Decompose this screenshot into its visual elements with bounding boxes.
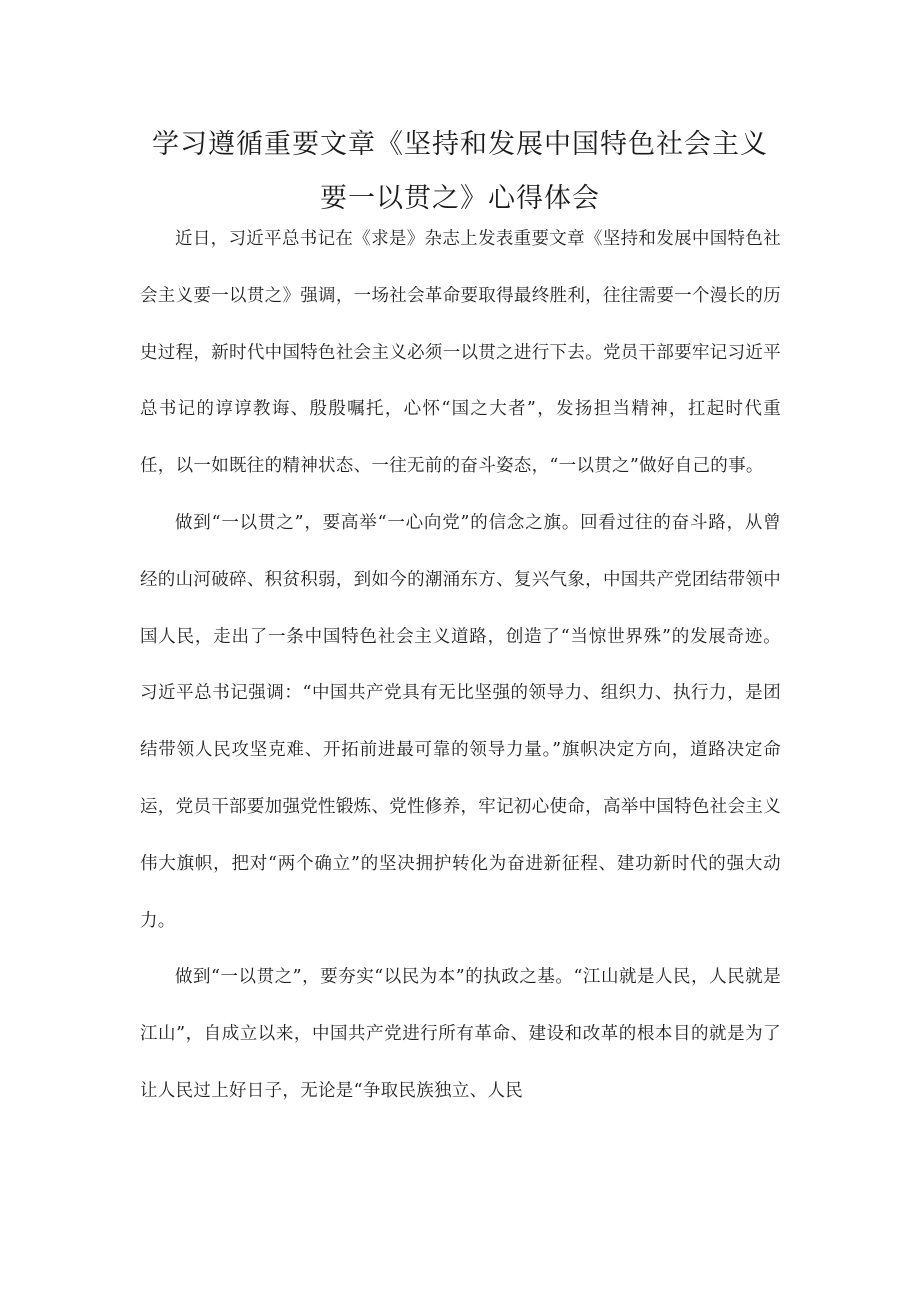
document-title [140,118,780,226]
title-line-1: 学习遵循重要文章《坚持和发展中国特色社会主义 [152,129,768,160]
paragraph-1: 近日，习近平总书记在《求是》杂志上发表重要文章《坚持和发展中国特色社会主义要一以贯之》强调，一场社会革命要取得最终胜利，往往需要一个漫长的历史过程，新时代中国特色社会主义必须一以贯之进行下去。党员干部要牢记习近平总书记的谆谆教诲、殷殷嘱托，心怀“国之大者”，发扬担当精神，扛起时代重任，以一如既往的精神状态、一往无前的奋斗姿态，“一以贯之”做好自己的事。 [140,229,781,477]
title-line-2: 要一以贯之》心得体会 [320,183,600,214]
paragraph-2: 做到“一以贯之”，要高举“一心向党”的信念之旗。回看过往的奋斗路，从曾经的山河破碎、积贫积弱，到如今的潮涌东方、复兴气象，中国共产党团结带领中国人民，走出了一条中国特色社会主义道路，创造了“当惊世界殊”的发展奇迹。习近平总书记强调：“中国共产党具有无比坚强的领导力、组织力、执行力，是团结带领人民攻坚克难、开拓前进最可靠的领导力量。”旗帜决定方向，道路决定命运，党员干部要加强党性锻炼、党性修养，牢记初心使命，高举中国特色社会主义伟大旗帜，把对“两个确立”的坚决拥护转化为奋进新征程、建功新时代的强大动力。 [140,512,781,931]
paragraph-3: 做到“一以贯之”，要夯实“以民为本”的执政之基。“江山就是人民，人民就是江山”，自成立以来，中国共产党进行所有革命、建设和改革的根本目的就是为了让人民过上好日子，无论是“争取民族独立、人民 [140,967,781,1101]
document-body [140,211,781,1120]
